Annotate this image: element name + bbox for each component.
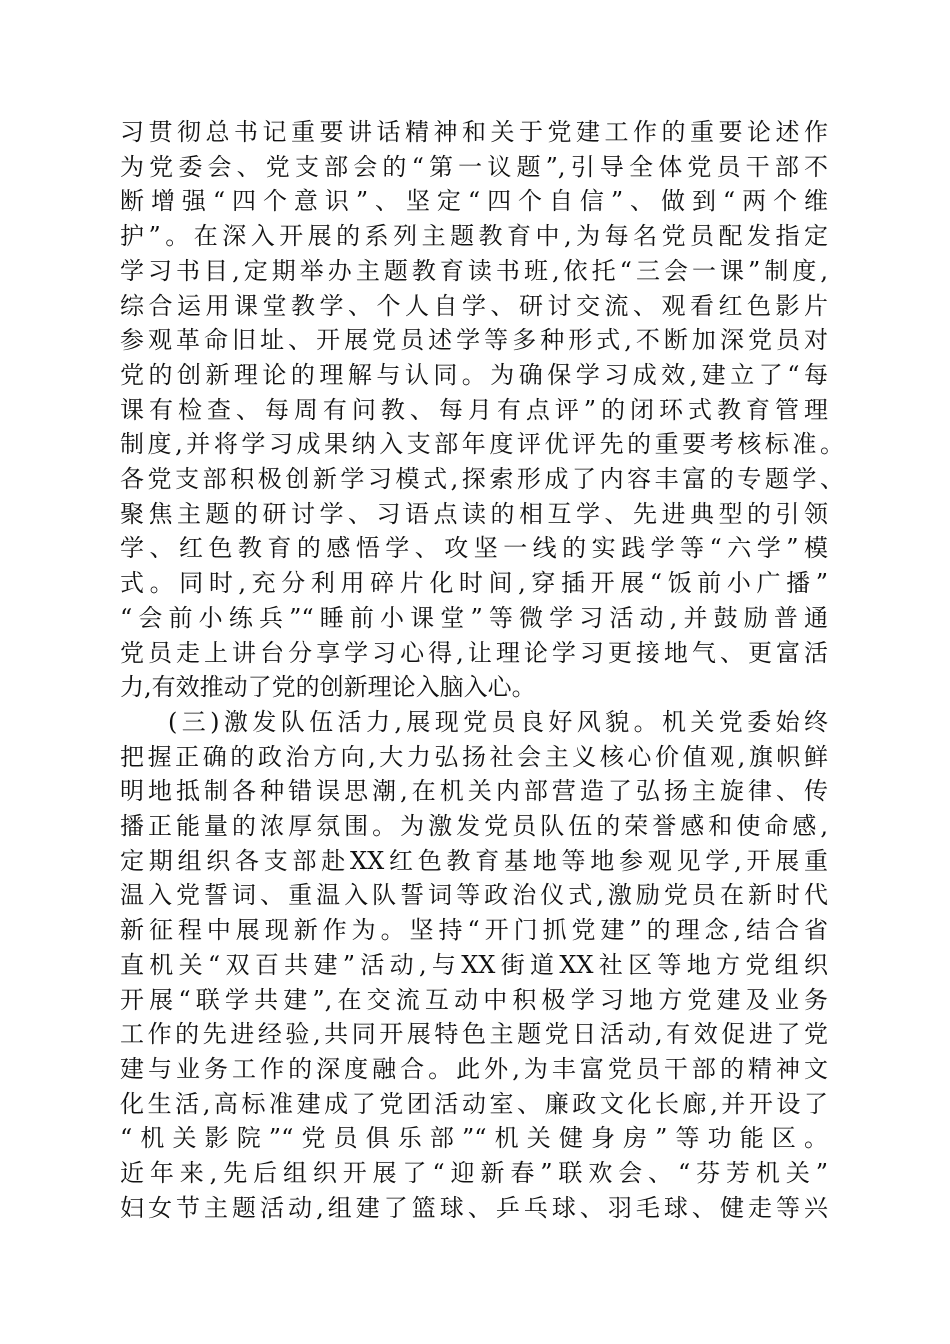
text-line: 直机关“双百共建”活动,与XX街道XX社区等地方党组织 bbox=[120, 950, 828, 979]
text-line: 学习书目,定期举办主题教育读书班,依托“三会一课”制度, bbox=[120, 256, 828, 285]
text-line: 党员走上讲台分享学习心得,让理论学习更接地气、更富活 bbox=[120, 638, 828, 667]
text-line: 开展“联学共建”,在交流互动中积极学习地方党建及业务 bbox=[120, 985, 828, 1014]
text-line: 温入党誓词、重温入队誓词等政治仪式,激励党员在新时代 bbox=[120, 881, 828, 910]
text-line: 建与业务工作的深度融合。此外,为丰富党员干部的精神文 bbox=[120, 1054, 828, 1083]
text-line: 力,有效推动了党的创新理论入脑入心。 bbox=[120, 673, 536, 702]
text-line: 把握正确的政治方向,大力弘扬社会主义核心价值观,旗帜鲜 bbox=[120, 742, 828, 771]
text-line: 式。同时,充分利用碎片化时间,穿插开展“饭前小广播” bbox=[120, 569, 828, 598]
text-line: 护”。在深入开展的系列主题教育中,为每名党员配发指定 bbox=[120, 222, 828, 251]
text-line: 近年来,先后组织开展了“迎新春”联欢会、“芬芳机关” bbox=[120, 1159, 828, 1187]
text-line: 工作的先进经验,共同开展特色主题党日活动,有效促进了党 bbox=[120, 1020, 828, 1049]
text-line: 党的创新理论的理解与认同。为确保学习成效,建立了“每 bbox=[120, 360, 828, 389]
text-line: 妇女节主题活动,组建了篮球、乒乓球、羽毛球、健走等兴 bbox=[120, 1193, 828, 1222]
text-line: 参观革命旧址、开展党员述学等多种形式,不断加深党员对 bbox=[120, 326, 828, 355]
text-line: 学、红色教育的感悟学、攻坚一线的实践学等“六学”模 bbox=[120, 534, 828, 563]
text-line: 明地抵制各种错误思潮,在机关内部营造了弘扬主旋律、传 bbox=[120, 777, 828, 806]
text-line: 新征程中展现新作为。坚持“开门抓党建”的理念,结合省 bbox=[120, 916, 828, 945]
text-line: 化生活,高标准建成了党团活动室、廉政文化长廊,并开设了 bbox=[120, 1089, 828, 1118]
text-line: 为党委会、党支部会的“第一议题”,引导全体党员干部不 bbox=[120, 152, 828, 181]
text-line: 综合运用课堂教学、个人自学、研讨交流、观看红色影片 bbox=[120, 291, 828, 320]
text-line: “会前小练兵”“睡前小课堂”等微学习活动,并鼓励普通 bbox=[120, 603, 828, 632]
section-heading-line: (三)激发队伍活力,展现党员良好风貌。机关党委始终 bbox=[168, 707, 828, 736]
text-line: 习贯彻总书记重要讲话精神和关于党建工作的重要论述作 bbox=[120, 118, 828, 146]
text-line: 制度,并将学习成果纳入支部年度评优评先的重要考核标准。 bbox=[120, 430, 844, 459]
text-line: “机关影院”“党员俱乐部”“机关健身房”等功能区。 bbox=[120, 1124, 828, 1153]
text-line: 播正能量的浓厚氛围。为激发党员队伍的荣誉感和使命感, bbox=[120, 812, 828, 840]
text-line: 聚焦主题的研讨学、习语点读的相互学、先进典型的引领 bbox=[120, 499, 828, 528]
text-line: 各党支部积极创新学习模式,探索形成了内容丰富的专题学、 bbox=[120, 465, 844, 493]
text-line: 定期组织各支部赴XX红色教育基地等地参观见学,开展重 bbox=[120, 846, 828, 875]
text-line: 课有检查、每周有问教、每月有点评”的闭环式教育管理 bbox=[120, 395, 828, 424]
text-line: 断增强“四个意识”、坚定“四个自信”、做到“两个维 bbox=[120, 187, 828, 216]
